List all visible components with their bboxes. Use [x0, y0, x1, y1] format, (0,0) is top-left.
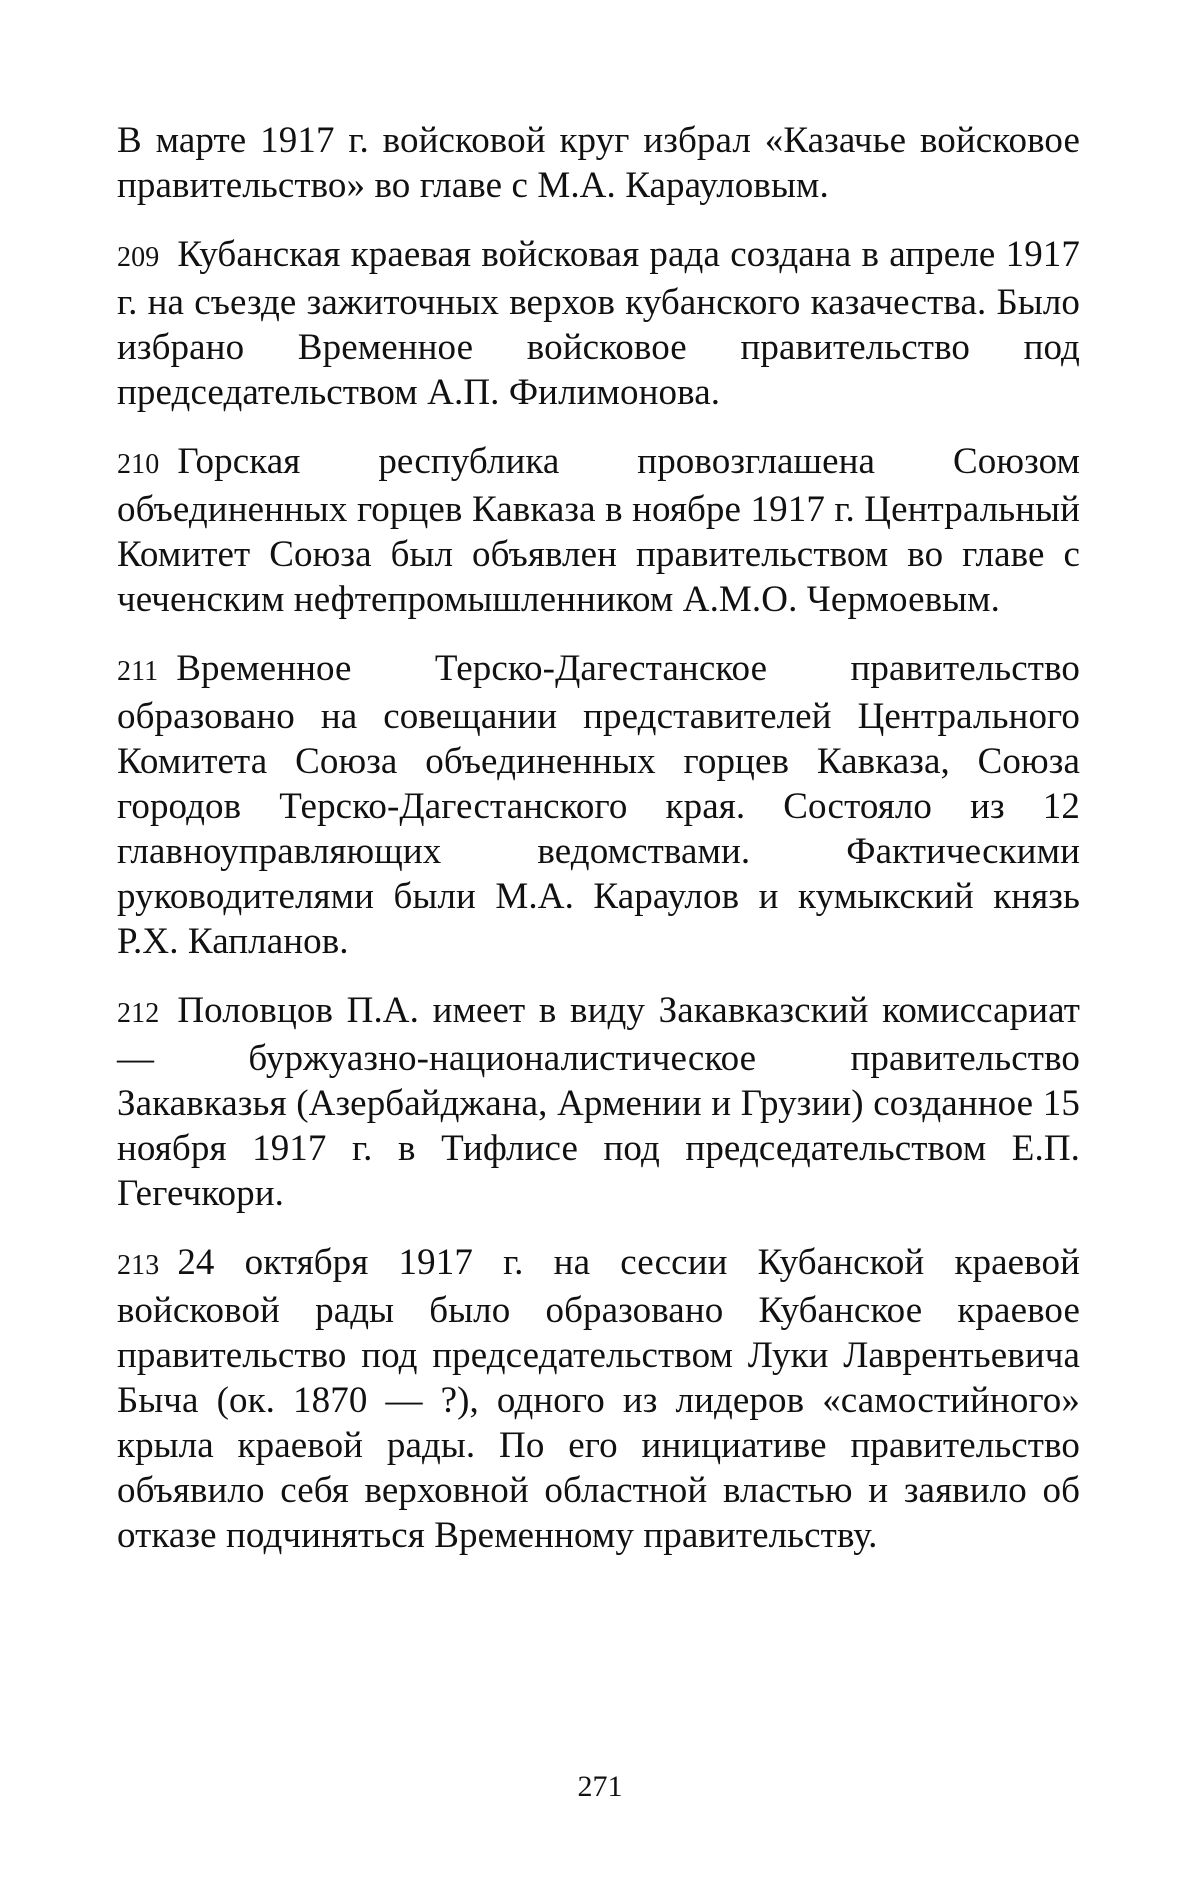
note-text: Горская республика провозглашена Союзом объединенных горцев Кавказа в ноябре 1917 г. Центральный Комитет Союза был объявлен правительством во главе с чеченским нефтепромышленником А.М.О. Чермоевым. — [117, 441, 1080, 620]
page-number: 271 — [577, 1770, 623, 1803]
note-number: 209 — [117, 242, 160, 273]
note-210 — [117, 439, 1080, 622]
note-text: Кубанская краевая войсковая рада создана в апреле 1917 г. на съезде зажиточных верхов кубанского казачества. Было избрано Временное войсковое правительство под председательством А.П. Филимонова. — [117, 234, 1080, 413]
note-number: 213 — [117, 1250, 160, 1281]
note-209 — [117, 232, 1080, 415]
note-text: Половцов П.А. имеет в виду Закавказский комиссариат — буржуазно-националистическое правительство Закавказья (Азербайджана, Армении и Грузии) созданное 15 ноября 1917 г. в Тифлисе под председательством Е.П. Гегечкори. — [117, 990, 1080, 1214]
note-number: 211 — [117, 656, 159, 687]
note-number: 210 — [117, 449, 160, 480]
note-number: 212 — [117, 998, 160, 1029]
note-text: 24 октября 1917 г. на сессии Кубанской краевой войсковой рады было образовано Кубанское краевое правительство под председательством Луки Лаврентьевича Быча (ок. 1870 — ?), одного из лидеров «самостийного» крыла краевой рады. По его инициативе правительство объявило себя верховной областной властью и заявило об отказе подчиняться Временному правительству. — [117, 1242, 1080, 1556]
note-212 — [117, 988, 1080, 1216]
note-213 — [117, 1240, 1080, 1558]
note-text: Временное Терско-Дагестанское правительство образовано на совещании представителей Центрального Комитета Союза объединенных горцев Кавказа, Союза городов Терско-Дагестанского края. Состояло из 12 главноуправляющих ведомствами. Фактическими руководителями были М.А. Караулов и кумыкский князь Р.Х. Капланов. — [117, 648, 1080, 962]
page-body — [117, 118, 1080, 1582]
note-211 — [117, 646, 1080, 964]
intro-paragraph: В марте 1917 г. войсковой круг избрал «Казачье войсковое правительство» во главе с М.А. Карауловым. — [117, 120, 1080, 206]
